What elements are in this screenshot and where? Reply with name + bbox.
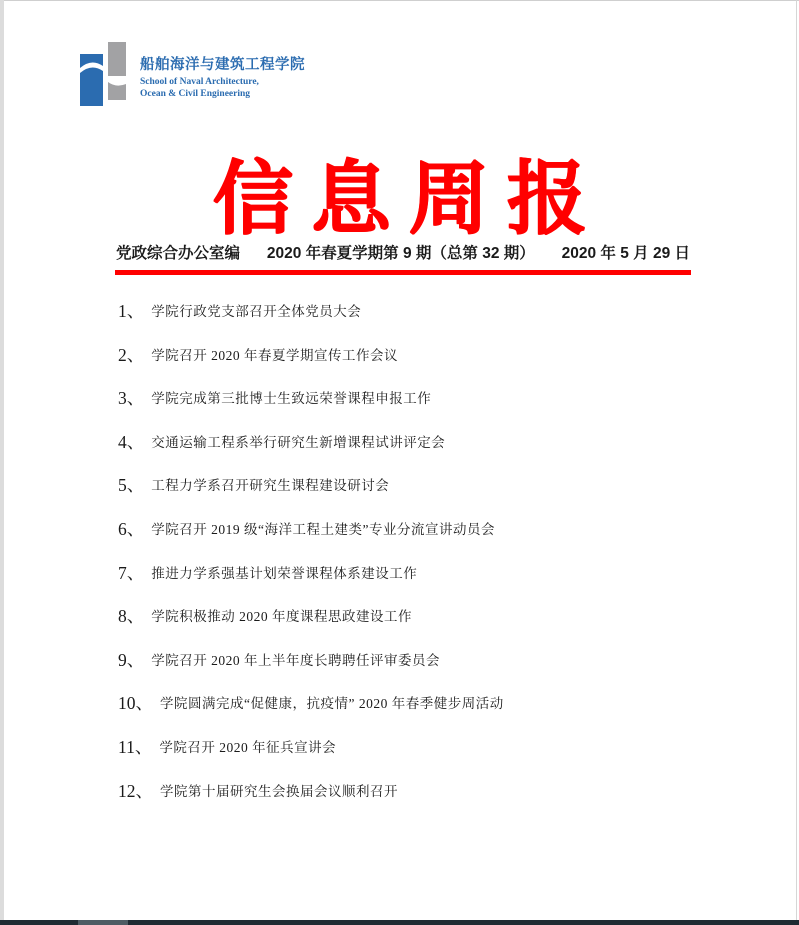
toc-item-title: 推进力学系强基计划荣誉课程体系建设工作: [151, 565, 418, 581]
toc-item-number: 10、: [118, 693, 153, 714]
toc-item: [118, 650, 718, 694]
toc-item-number: 1、: [118, 301, 145, 321]
toc-item-number: 3、: [118, 388, 145, 409]
toc-item-number: 12、: [118, 780, 153, 801]
school-name-en-line1: School of Naval Architecture,: [140, 77, 259, 87]
school-name-en-line2: Ocean & Civil Engineering: [140, 88, 251, 99]
masthead-issue: 2020 年春夏学期第 9 期（总第 32 期）: [266, 245, 535, 262]
toc-item-title: 学院行政党支部召开全体党员大会: [151, 304, 362, 319]
toc-item-title: 工程力学系召开研究生课程建设研讨会: [151, 478, 390, 494]
window-bottom-edge: [0, 920, 799, 925]
toc-item-title: 学院召开 2020 年征兵宣讲会: [159, 739, 337, 755]
toc-item: [118, 737, 718, 781]
toc-item-number: 2、: [118, 344, 145, 365]
toc-list: [118, 301, 718, 824]
toc-item: [118, 475, 718, 519]
newsletter-title: 信息周报: [212, 156, 605, 244]
toc-item-title: 学院圆满完成“促健康，抗疫情” 2020 年春季健步周活动: [160, 696, 504, 712]
toc-item-title: 学院第十届研究生会换届会议顺利召开: [160, 783, 398, 799]
toc-item-number: 5、: [118, 475, 145, 496]
toc-item: [118, 693, 718, 737]
toc-item-title: 学院积极推动 2020 年度课程思政建设工作: [151, 609, 412, 625]
toc-item-title: 学院召开 2020 年上半年度长聘聘任评审委员会: [151, 652, 440, 668]
school-logo: [78, 42, 305, 106]
toc-item-title: 学院召开 2020 年春夏学期宣传工作会议: [151, 347, 398, 363]
page-top-border: [0, 0, 799, 1]
masthead-editor: 党政综合办公室编: [116, 245, 241, 262]
toc-item: [118, 606, 718, 650]
toc-item-number: 8、: [118, 606, 145, 627]
toc-item: [118, 563, 718, 607]
toc-item-title: 学院召开 2019 级“海洋工程土建类”专业分流宣讲动员会: [151, 521, 495, 537]
masthead: [116, 241, 690, 263]
toc-item-title: 交通运输工程系举行研究生新增课程试讲评定会: [151, 434, 446, 450]
toc-item: [118, 432, 718, 476]
toc-item-number: 9、: [118, 649, 145, 670]
school-name-en: [140, 77, 305, 100]
toc-item: [118, 388, 718, 432]
toc-item: [118, 345, 718, 389]
school-name-cn: 船舶海洋与建筑工程学院: [140, 57, 305, 73]
masthead-red-rule: [115, 270, 691, 275]
toc-item-title: 学院完成第三批博士生致远荣誉课程申报工作: [151, 391, 432, 407]
school-logo-text: [140, 53, 305, 100]
toc-item: [118, 301, 718, 345]
toc-item-number: 6、: [118, 518, 145, 539]
masthead-date: 2020 年 5 月 29 日: [561, 245, 690, 262]
toc-item-number: 4、: [118, 431, 145, 452]
horizontal-scrollbar-thumb[interactable]: [78, 920, 128, 925]
toc-item-number: 11、: [118, 736, 153, 757]
toc-item: [118, 781, 718, 825]
toc-item: [118, 519, 718, 563]
toc-item-number: 7、: [118, 562, 145, 583]
school-logo-icon: [78, 42, 127, 106]
